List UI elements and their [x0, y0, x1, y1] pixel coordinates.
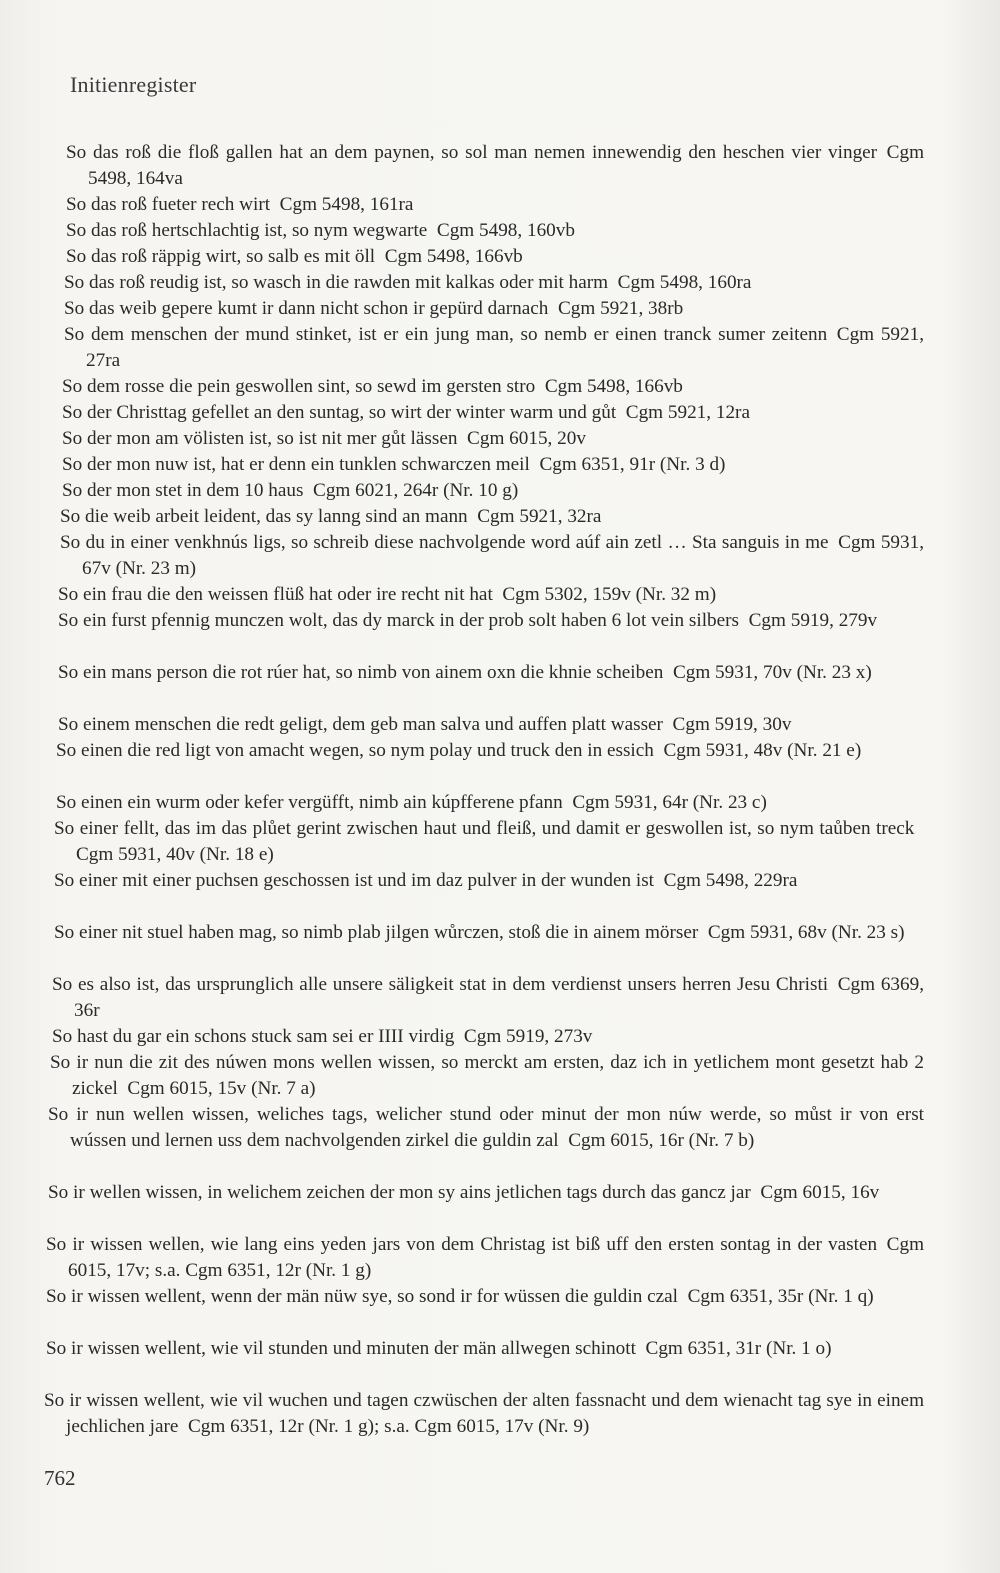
entry-incipit: So ein furst pfennig munczen wolt, das dy marck in der prob solt haben 6 lot vein silbers — [58, 610, 740, 631]
entry-incipit: So das roß hertschlachtig ist, so nym wegwarte — [66, 220, 428, 241]
entry-shelfmark: Cgm 5302, 159v (Nr. 32 m) — [502, 584, 717, 605]
entry-shelfmark: Cgm 6351, 35r (Nr. 1 q) — [687, 1286, 874, 1307]
entry-shelfmark: Cgm 5931, 70v (Nr. 23 x) — [672, 662, 872, 683]
register-entry — [46, 1336, 924, 1362]
register-entry — [46, 1232, 924, 1284]
entry-shelfmark: Cgm 5931, 48v (Nr. 21 e) — [663, 740, 862, 761]
entry-shelfmark: Cgm 5921, 12ra — [625, 402, 750, 423]
entry-incipit: So das roß die floß gallen hat an dem paynen, so sol man nemen innewendig den heschen vier vinger — [66, 142, 878, 163]
entry-shelfmark: Cgm 5921, 27ra — [86, 324, 924, 371]
register-entry — [48, 1102, 924, 1154]
entry-incipit: So das roß räppig wirt, so salb es mit öll — [66, 246, 376, 267]
entry-incipit: So ir wissen wellent, wie vil stunden und minuten der män allwegen schinott — [46, 1338, 636, 1359]
entry-shelfmark: Cgm 5919, 273v — [463, 1026, 593, 1047]
entry-incipit: So dem menschen der mund stinket, ist er ein jung man, so nemb er einen tranck sumer zeitenn — [64, 324, 828, 345]
register-entry — [62, 400, 924, 426]
entry-incipit: So das roß fueter rech wirt — [66, 194, 271, 215]
register-entry — [62, 452, 924, 478]
entry-incipit: So es also ist, das ursprunglich alle unsere säligkeit stat in dem verdienst unsers herren Jesu Christi — [52, 974, 829, 995]
entry-incipit: So die weib arbeit leident, das sy lanng sind an mann — [60, 506, 468, 527]
register-entry — [66, 244, 924, 270]
entry-shelfmark: Cgm 6015, 20v — [467, 428, 586, 449]
entry-incipit: So ir nun wellen wissen, weliches tags, welicher stund oder minut der mon núw werde, so můst ir von erst wússen und lernen uss dem nachvolgenden zirkel die guldin zal — [48, 1104, 924, 1151]
register-entry — [62, 374, 924, 400]
register-entry — [58, 608, 924, 634]
entry-incipit: So das roß reudig ist, so wasch in die rawden mit kalkas oder mit harm — [64, 272, 609, 293]
register-entry — [58, 712, 924, 738]
register-entry — [66, 192, 924, 218]
register-entry — [48, 1180, 924, 1206]
entry-incipit: So einen die red ligt von amacht wegen, so nym polay und truck den in essich — [56, 740, 654, 761]
register-entry — [64, 270, 924, 296]
entry-shelfmark: Cgm 6369, 36r — [74, 974, 924, 1021]
entry-shelfmark: Cgm 5931, 64r (Nr. 23 c) — [572, 792, 767, 813]
entry-shelfmark: Cgm 5921, 38rb — [557, 298, 684, 319]
entry-incipit: So ein mans person die rot rúer hat, so nimb von ainem oxn die khnie scheiben — [58, 662, 664, 683]
entry-incipit: So einem menschen die redt geligt, dem geb man salva und auffen platt wasser — [58, 714, 663, 735]
entry-shelfmark: Cgm 6015, 16r (Nr. 7 b) — [568, 1129, 755, 1151]
entry-incipit: So das weib gepere kumt ir dann nicht schon ir gepürd darnach — [64, 298, 549, 319]
entry-incipit: So einer mit einer puchsen geschossen ist und im daz pulver in der wunden ist — [54, 870, 655, 891]
entry-incipit: So hast du gar ein schons stuck sam sei er IIII virdig — [52, 1026, 455, 1047]
register-entry — [52, 972, 924, 1024]
register-entry — [54, 816, 924, 868]
register-entry — [46, 1284, 924, 1310]
entry-shelfmark: Cgm 5498, 160ra — [617, 272, 752, 293]
entry-shelfmark: Cgm 5919, 30v — [672, 714, 792, 735]
entry-incipit: So der Christtag gefellet an den suntag, so wirt der winter warm und gůt — [62, 402, 617, 423]
entry-shelfmark: Cgm 6021, 264r (Nr. 10 g) — [313, 480, 519, 501]
register-entry — [44, 1388, 924, 1440]
register-entry — [56, 790, 924, 816]
register-entry — [66, 218, 924, 244]
entry-shelfmark: Cgm 6015, 17v; s.a. Cgm 6351, 12r (Nr. 1 g) — [68, 1234, 924, 1281]
entry-shelfmark: Cgm 5498, 166vb — [544, 376, 683, 397]
register-entry — [66, 140, 924, 192]
register-entry — [52, 1024, 924, 1050]
register-entry — [54, 868, 924, 894]
register-entry — [60, 504, 924, 530]
entry-incipit: So ein frau die den weissen flüß hat oder ire recht nit hat — [58, 584, 493, 605]
entry-incipit: So der mon am völisten ist, so ist nit mer gůt lässen — [62, 428, 458, 449]
page-number: 762 — [44, 1466, 76, 1490]
entry-incipit: So ir wissen wellent, wie vil wuchen und tagen czwüschen der alten fassnacht und dem wienacht tag sye in einem jechlichen jare — [44, 1390, 924, 1437]
entry-shelfmark: Cgm 6351, 31r (Nr. 1 o) — [645, 1338, 832, 1359]
entry-incipit: So ir wellen wissen, in welichem zeichen der mon sy ains jetlichen tags durch das gancz jar — [48, 1182, 751, 1203]
entry-incipit: So ir wissen wellent, wenn der män nüw sye, so sond ir for wüssen die guldin czal — [46, 1286, 679, 1307]
entry-shelfmark: Cgm 6015, 16v — [760, 1182, 880, 1203]
running-header: Initienregister — [70, 72, 197, 97]
entry-incipit: So einen ein wurm oder kefer vergüfft, nimb ain kúpfferene pfann — [56, 792, 563, 813]
entry-shelfmark: Cgm 5931, 68v (Nr. 23 s) — [707, 922, 905, 943]
entry-incipit: So einer nit stuel haben mag, so nimb plab jilgen wůrczen, stoß die in ainem mörser — [54, 922, 699, 943]
entry-incipit: So ir nun die zit des núwen mons wellen wissen, so merckt am ersten, daz ich in yetlichem mont gesetzt hab 2 zickel — [50, 1052, 924, 1099]
register-entry — [58, 582, 924, 608]
entry-shelfmark: Cgm 5919, 279v — [748, 610, 878, 631]
entry-shelfmark: Cgm 5931, 67v (Nr. 23 m) — [82, 532, 924, 579]
entry-incipit: So der mon stet in dem 10 haus — [62, 480, 304, 501]
register-entry — [56, 738, 924, 764]
entry-shelfmark: Cgm 6015, 15v (Nr. 7 a) — [127, 1077, 316, 1099]
entry-incipit: So ir wissen wellen, wie lang eins yeden jars von dem Christag ist biß uff den ersten sontag in der vasten — [46, 1234, 878, 1255]
entry-shelfmark: Cgm 5498, 161ra — [279, 194, 414, 215]
register-entry — [54, 920, 924, 946]
register-entry — [64, 296, 924, 322]
entry-incipit: So der mon nuw ist, hat er denn ein tunklen schwarczen meil — [62, 454, 530, 475]
register-entry — [62, 478, 924, 504]
entry-incipit: So du in einer venkhnús ligs, so schreib diese nachvolgende word aúf ain zetl … Sta sanguis in me — [60, 532, 829, 553]
register-entry — [64, 322, 924, 374]
register-entry — [62, 426, 924, 452]
entry-shelfmark: Cgm 5931, 40v (Nr. 18 e) — [76, 843, 274, 865]
register-entry — [58, 660, 924, 686]
entry-shelfmark: Cgm 5498, 166vb — [384, 246, 523, 267]
entry-shelfmark: Cgm 5498, 160vb — [436, 220, 575, 241]
entry-shelfmark: Cgm 6351, 91r (Nr. 3 d) — [539, 454, 726, 475]
entry-shelfmark: Cgm 5921, 32ra — [477, 506, 602, 527]
entry-shelfmark: Cgm 6351, 12r (Nr. 1 g); s.a. Cgm 6015, 17v (Nr. 9) — [187, 1415, 590, 1437]
entry-incipit: So dem rosse die pein geswollen sint, so sewd im gersten stro — [62, 376, 536, 397]
register-entry — [60, 530, 924, 582]
entry-shelfmark: Cgm 5498, 229ra — [663, 870, 798, 891]
register-entry — [50, 1050, 924, 1102]
entry-shelfmark: Cgm 5498, 164va — [88, 142, 924, 189]
entry-incipit: So einer fellt, das im das plůet gerint zwischen haut und fleiß, und damit er geswollen ist, so nym taůben treck — [54, 818, 915, 839]
